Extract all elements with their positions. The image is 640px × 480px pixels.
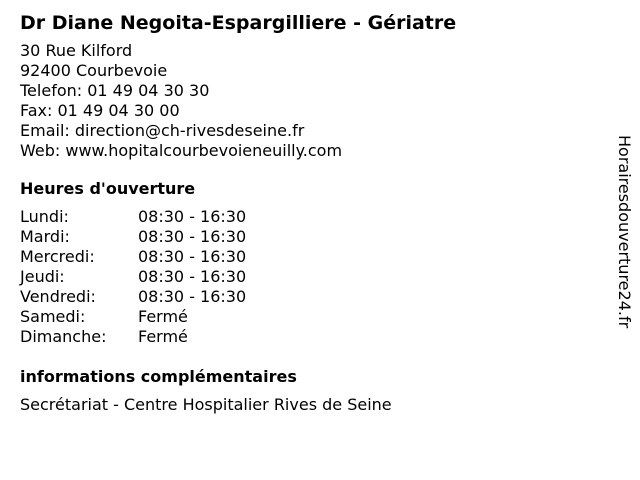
hours-time: 08:30 - 16:30 [138,227,247,246]
fax-number: Fax: 01 49 04 30 00 [20,101,180,120]
additional-info-heading: informations complémentaires [20,367,297,386]
listing-card [20,9,600,415]
hours-time: Fermé [138,307,188,326]
hours-row-thursday [20,267,600,287]
hours-time: 08:30 - 16:30 [138,267,247,286]
hours-day: Dimanche: [20,327,107,346]
hours-row-monday [20,207,600,227]
hours-row-saturday [20,307,600,327]
email-link[interactable]: Email: direction@ch-rivesdeseine.fr [20,121,305,140]
hours-day: Mercredi: [20,247,95,266]
hours-time: 08:30 - 16:30 [138,207,247,226]
opening-hours-table [20,207,600,347]
site-watermark: Horairesdouverture24.fr [615,135,634,329]
hours-day: Mardi: [20,227,70,246]
hours-row-wednesday [20,247,600,267]
hours-time: Fermé [138,327,188,346]
hours-day: Vendredi: [20,287,96,306]
hours-day: Jeudi: [20,267,65,286]
opening-hours-heading: Heures d'ouverture [20,179,196,198]
hours-row-tuesday [20,227,600,247]
additional-info-text: Secrétariat - Centre Hospitalier Rives de Seine [20,395,392,414]
hours-day: Samedi: [20,307,86,326]
hours-time: 08:30 - 16:30 [138,247,247,266]
page-title: Dr Diane Negoita-Espargilliere - Gériatre [20,12,457,34]
phone-number[interactable]: Telefon: 01 49 04 30 30 [20,81,210,100]
hours-row-sunday [20,327,600,347]
hours-day: Lundi: [20,207,69,226]
address-city: 92400 Courbevoie [20,61,168,80]
address-street: 30 Rue Kilford [20,41,133,60]
website-link[interactable]: Web: www.hopitalcourbevoieneuilly.com [20,141,343,160]
hours-row-friday [20,287,600,307]
contact-block [20,41,600,161]
hours-time: 08:30 - 16:30 [138,287,247,306]
